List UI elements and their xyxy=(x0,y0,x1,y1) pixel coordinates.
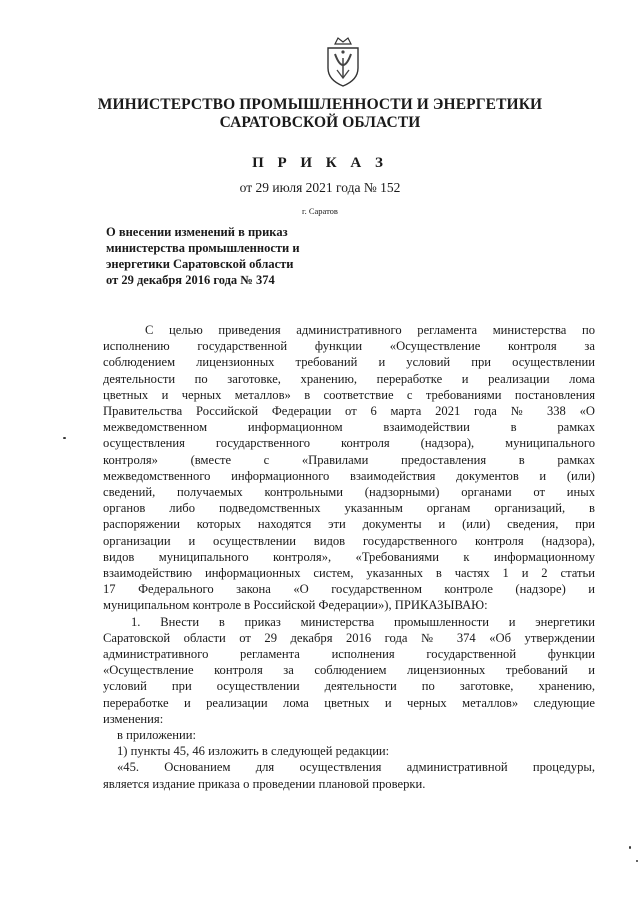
body-line: соблюдением лицензионных требований и условий при осуществлении xyxy=(103,355,595,370)
body-line: 17 Федерального закона «О государственном контроле (надзоре) и xyxy=(103,582,595,597)
subject-line: от 29 декабря 2016 года № 374 xyxy=(106,273,275,287)
order-subject xyxy=(106,224,338,288)
body-line: условий при осуществлении деятельности по заготовке, хранению, xyxy=(103,679,595,694)
scan-speck xyxy=(63,437,66,439)
body-line: С целью приведения административного регламента министерства по xyxy=(145,323,595,337)
body-line: цветных и черных металлов» в соответствие с требованиями постановления xyxy=(103,387,595,402)
body-line: 1. Внести в приказ министерства промышленности и энергетики xyxy=(131,614,595,629)
order-city: г. Саратов xyxy=(302,206,338,216)
ministry-line-1: МИНИСТЕРСТВО ПРОМЫШЛЕННОСТИ И ЭНЕРГЕТИКИ xyxy=(97,96,543,113)
body-line: Правительства Российской Федерации от 6 марта 2021 года № 338 «О xyxy=(103,404,595,419)
body-line: «Осуществление контроля за соблюдением лицензионных требований и xyxy=(103,663,595,678)
saratov-coat-of-arms-icon xyxy=(322,36,364,88)
body-line: распоряжении которых находятся эти документы и (или) сведения, при xyxy=(103,517,595,532)
body-line: взаимодействию информационных систем, указанных в частях 1 и 2 статьи xyxy=(103,566,595,581)
body-line: муниципальном контроле в Российской Федерации»), ПРИКАЗЫВАЮ: xyxy=(103,598,488,613)
body-line: деятельности по заготовке, хранению, переработке и реализации лома xyxy=(103,371,595,386)
subject-line: министерства промышленности и xyxy=(106,241,300,255)
ministry-name xyxy=(0,96,640,132)
body-line: «45. Основанием для осуществления административной процедуры, xyxy=(117,760,595,775)
body-line: сведений, получаемых контрольными (надзорными) органами от иных xyxy=(103,485,595,500)
body-line: является издание приказа о проведении плановой проверки. xyxy=(103,776,426,791)
body-line: межведомственном информационном взаимодействии в рамках xyxy=(103,420,595,435)
body-line: Саратовской области от 29 декабря 2016 года № 374 «Об утверждении xyxy=(103,630,595,645)
subject-line: О внесении изменений в приказ xyxy=(106,225,288,239)
body-line: осуществления государственного контроля (надзора), муниципального xyxy=(103,436,595,451)
body-line: переработке и реализации лома цветных и черных металлов» следующие xyxy=(103,695,595,710)
body-line: административного регламента исполнения государственной функции xyxy=(103,647,595,662)
body-line: контроля» (вместе с «Правилами предоставления в рамках xyxy=(103,452,595,467)
body-line: организации и осуществлении видов государственного контроля (надзора), xyxy=(103,533,595,548)
scan-speck xyxy=(629,846,631,849)
body-line: изменения: xyxy=(103,711,164,726)
body-line: органов либо подведомственных указанным органам организаций, в xyxy=(103,501,595,516)
ministry-line-2: САРАТОВСКОЙ ОБЛАСТИ xyxy=(219,114,421,131)
scan-speck xyxy=(636,860,638,862)
subject-line: энергетики Саратовской области xyxy=(106,257,294,271)
body-line: исполнению государственной функции «Осуществление контроля за xyxy=(103,339,595,354)
body-line: межведомственного информационного взаимодействия документов и (или) xyxy=(103,468,595,483)
body-line: видов муниципального контроля», «Требованиями к информационному xyxy=(103,549,595,564)
order-body xyxy=(103,322,595,792)
body-line: в приложении: xyxy=(117,728,196,743)
order-title: П Р И К А З xyxy=(252,155,388,171)
body-line: 1) пункты 45, 46 изложить в следующей редакции: xyxy=(117,744,390,759)
order-date: от 29 июля 2021 года № 152 xyxy=(239,180,401,195)
